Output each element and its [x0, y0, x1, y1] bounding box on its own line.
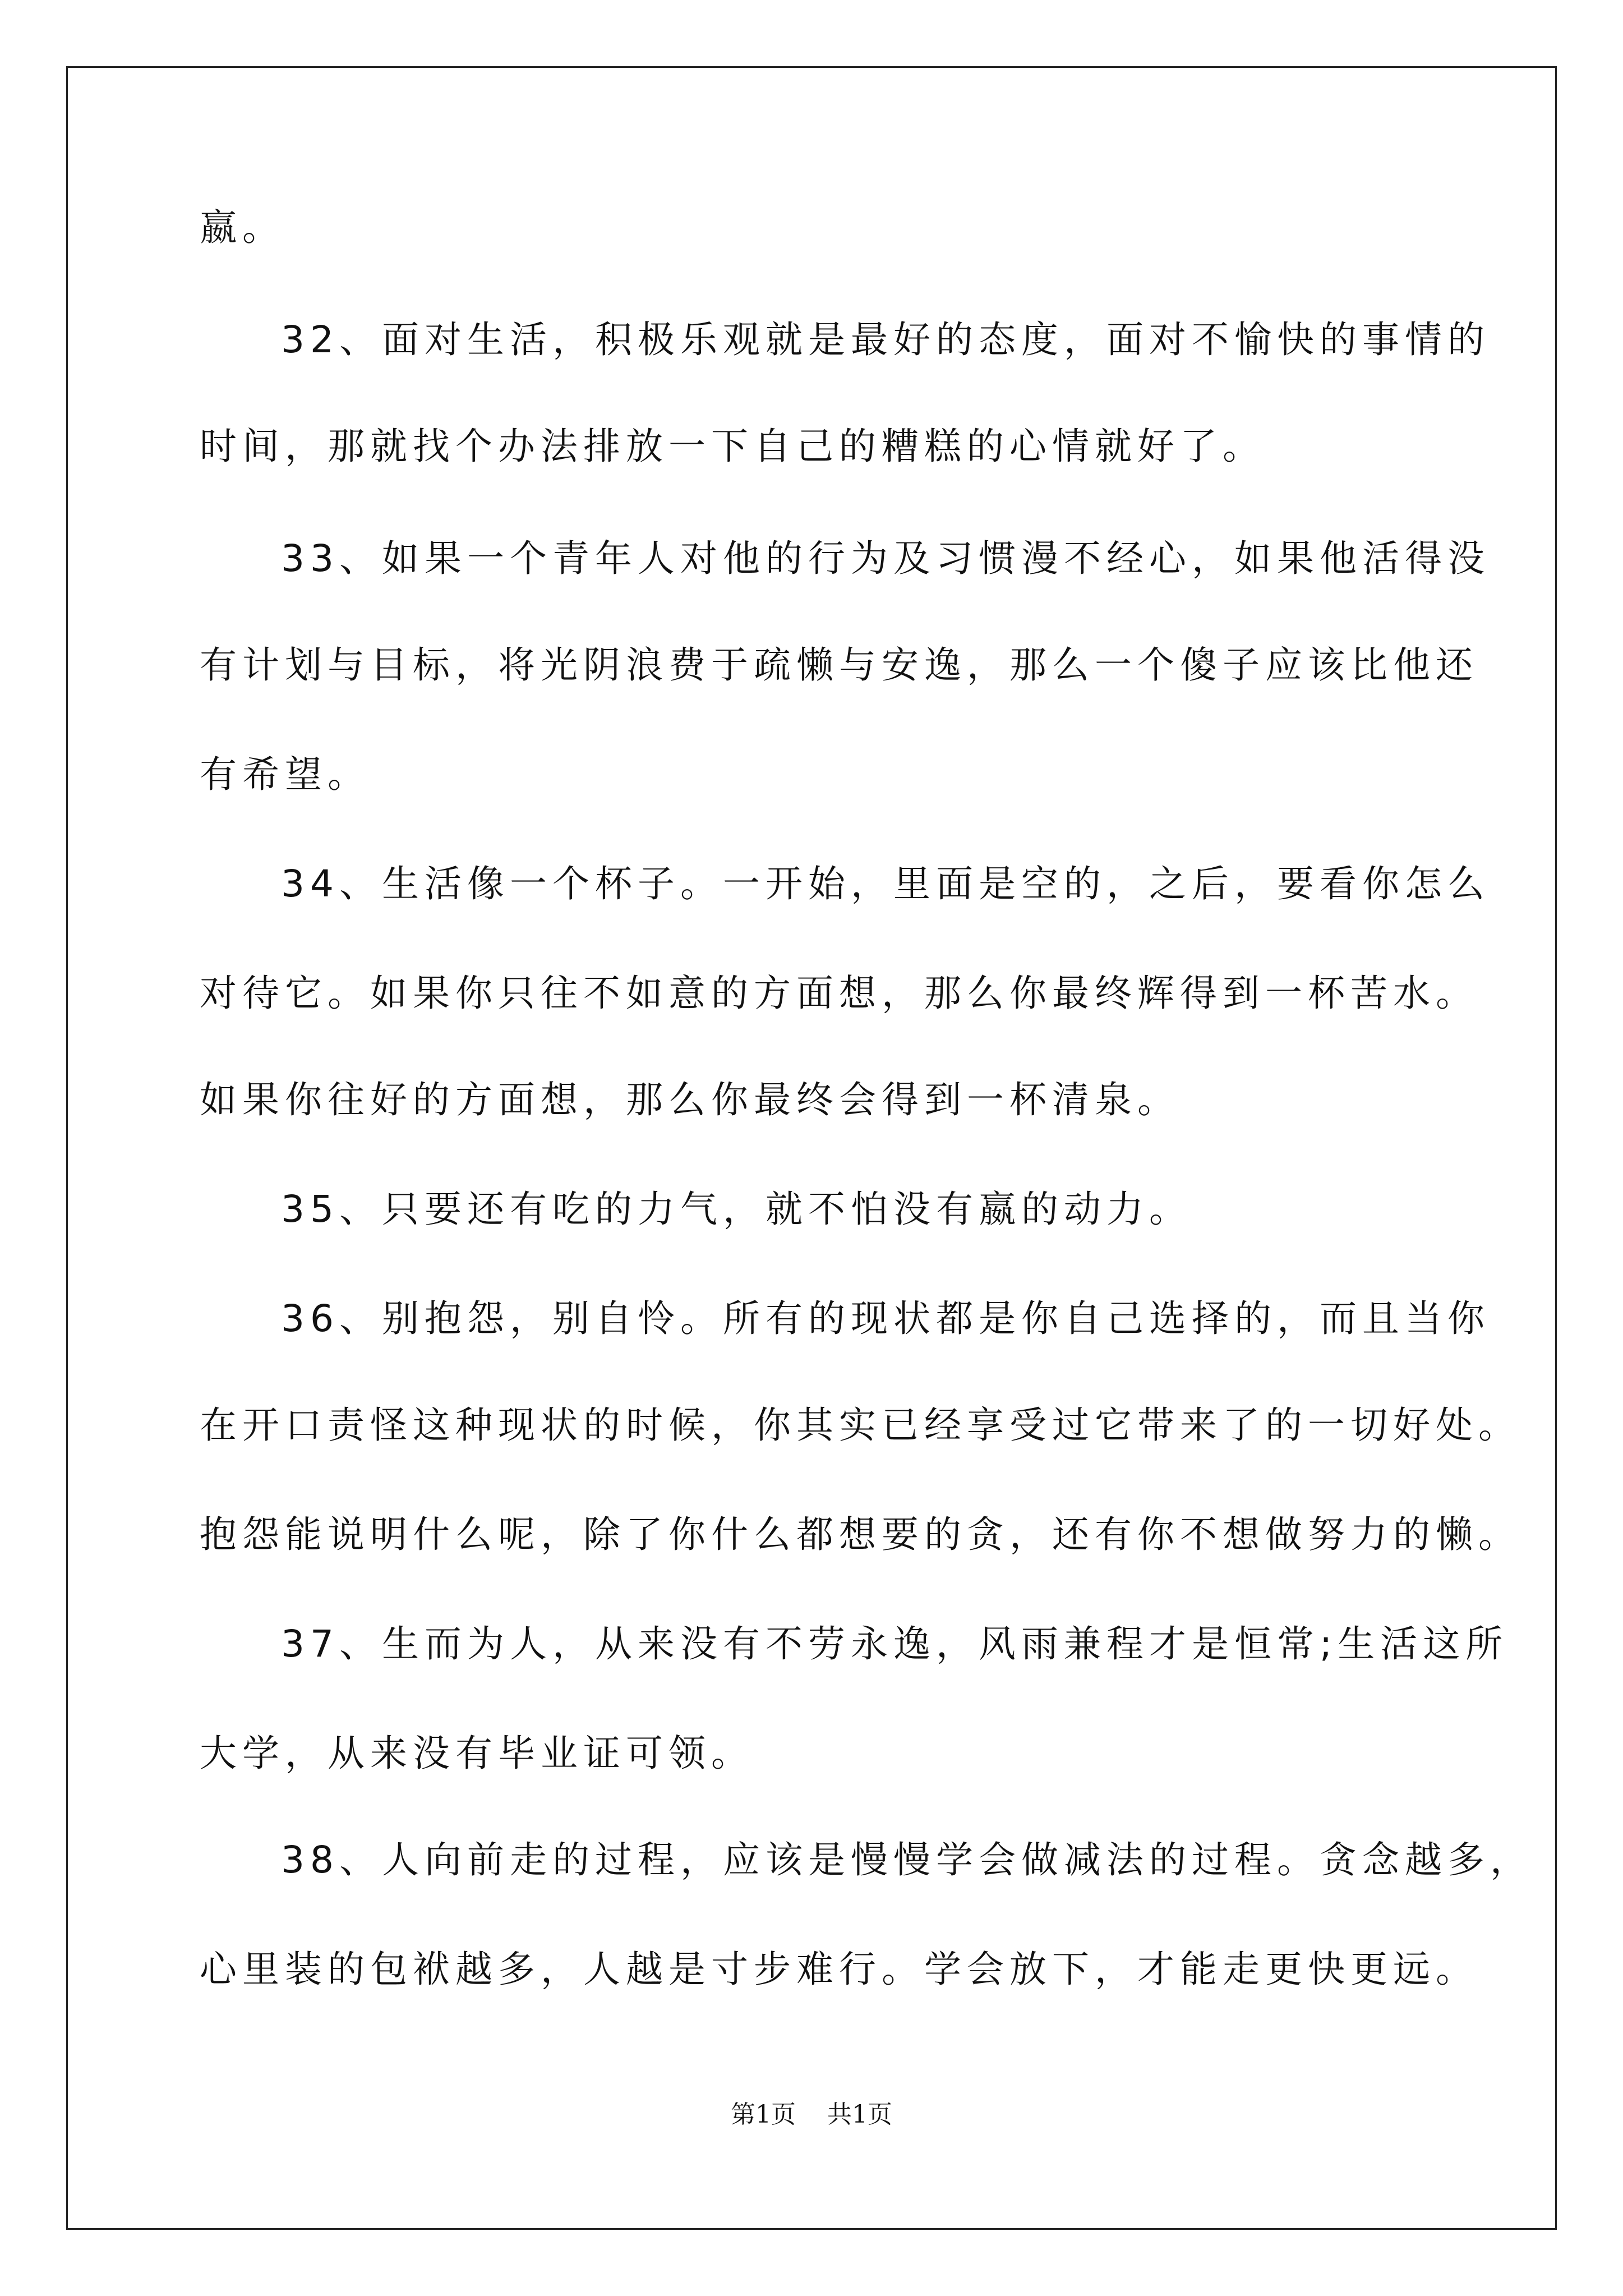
page-total: 共1页	[827, 2100, 892, 2129]
text-line: 对待它。如果你只往不如意的方面想，那么你最终辉得到一杯苦水。	[200, 972, 1478, 1015]
text-line: 心里装的包袱越多，人越是寸步难行。学会放下，才能走更快更远。	[200, 1948, 1478, 1991]
text-line: 嬴。	[200, 206, 285, 249]
text-line: 有希望。	[200, 753, 370, 796]
text-line: 38、人向前走的过程，应该是慢慢学会做减法的过程。贪念越多，	[281, 1838, 1533, 1881]
text-line: 在开口责怪这种现状的时候，你其实已经享受过它带来了的一切好处。	[200, 1404, 1521, 1447]
page-footer	[0, 2098, 1623, 2132]
text-line: 34、生活像一个杯子。一开始，里面是空的，之后，要看你怎么	[281, 862, 1490, 905]
text-line: 大学，从来没有毕业证可领。	[200, 1732, 754, 1775]
page-border	[66, 66, 1557, 2230]
text-line: 35、只要还有吃的力气，就不怕没有嬴的动力。	[281, 1188, 1192, 1231]
text-line: 37、生而为人，从来没有不劳永逸，风雨兼程才是恒常;生活这所	[281, 1622, 1509, 1665]
text-line: 有计划与目标，将光阴浪费于疏懒与安逸，那么一个傻子应该比他还	[200, 643, 1478, 687]
text-line: 时间，那就找个办法排放一下自己的糟糕的心情就好了。	[200, 425, 1265, 468]
text-line: 抱怨能说明什么呢，除了你什么都想要的贪，还有你不想做努力的懒。	[200, 1513, 1521, 1556]
text-line: 如果你往好的方面想，那么你最终会得到一杯清泉。	[200, 1078, 1180, 1121]
text-line: 33、如果一个青年人对他的行为及习惯漫不经心，如果他活得没	[281, 537, 1490, 580]
text-line: 36、别抱怨，别自怜。所有的现状都是你自己选择的，而且当你	[281, 1297, 1490, 1340]
page-number: 第1页	[731, 2100, 796, 2129]
text-line: 32、面对生活，积极乐观就是最好的态度，面对不愉快的事情的	[281, 318, 1490, 361]
